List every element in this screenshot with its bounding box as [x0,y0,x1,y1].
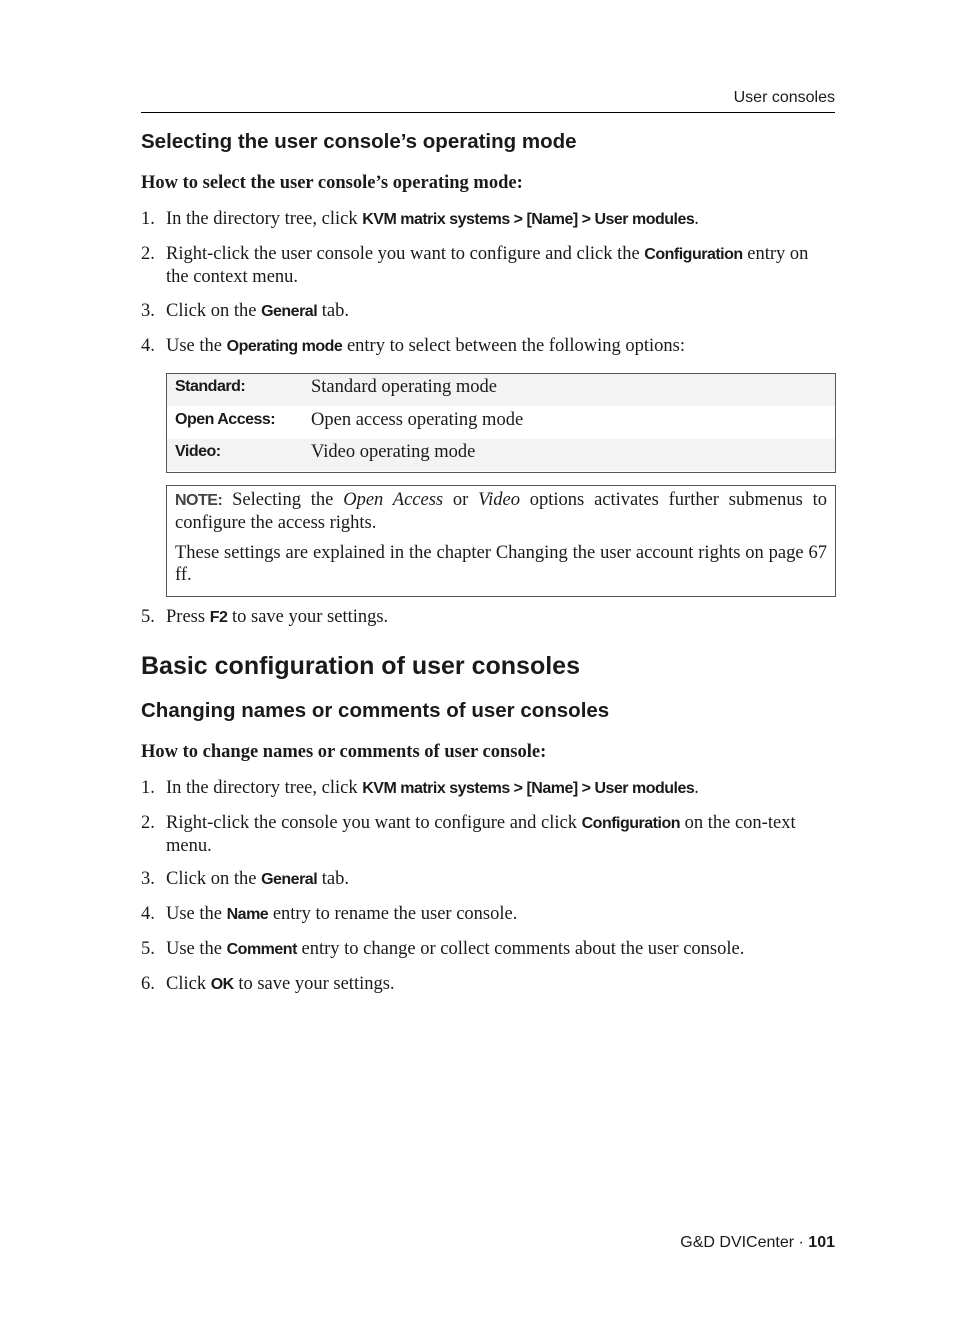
page-number: 101 [808,1234,835,1251]
section-heading-operating-mode: Selecting the user console’s operating mode [141,130,577,153]
option-key: Open Access: [175,411,276,428]
table-row [167,439,835,471]
menu-entry: Configuration [644,246,743,263]
list-item [141,868,835,891]
entry-name: Name [226,906,269,923]
option-value: Open access operating mode [311,410,524,430]
step-number: 5. [141,939,155,959]
footer-product: G&D DVICenter · [680,1234,809,1251]
note-label: NOTE: [175,492,223,509]
step-text: on the con-text menu. [166,813,796,856]
step-text: Right-click the console you want to configure and click [166,813,582,833]
note-paragraph [175,489,827,534]
list-item [141,903,835,926]
list-item [141,973,835,996]
page-footer [680,1234,835,1252]
section-heading-basic-configuration: Basic configuration of user consoles [141,652,580,680]
step-number: 4. [141,904,155,924]
step-text: In the directory tree, click [166,209,363,229]
key-name: F2 [209,609,228,626]
note-paragraph-2: These settings are explained in the chapter Changing the user account rights on page 67 ff. [175,543,827,585]
list-item [141,335,835,358]
step-text: tab. [317,301,350,321]
button-name: OK [210,976,234,993]
menu-path: KVM matrix systems > [Name] > User modules [362,780,695,797]
tab-name: General [261,871,318,888]
step-number: 6. [141,974,155,994]
note-emphasis: Video [478,490,520,510]
running-header-title: User consoles [733,89,835,106]
note-emphasis: Open Access [343,490,444,510]
list-item [141,606,835,629]
option-key: Video: [175,443,221,460]
step-text: entry to select between the following options: [342,336,685,356]
list-item [141,777,835,800]
running-header [141,88,835,113]
step-text: to save your settings. [227,607,389,627]
list-item [141,300,835,323]
table-row [167,407,835,439]
note-text: Selecting the [222,490,344,510]
step-text: . [694,778,699,798]
step-number: 2. [141,813,155,833]
step-text: entry to rename the user console. [268,904,518,924]
step-text: Click [166,974,211,994]
list-item [141,812,835,857]
step-number: 1. [141,778,155,798]
step-number: 4. [141,336,155,356]
step-text: entry on the context menu. [166,244,809,287]
list-item [141,208,835,231]
step-text: Use the [166,939,227,959]
note-text: options activates further submenus to configure the access rights. [175,490,827,533]
table-row [167,374,835,406]
step-text: to save your settings. [233,974,395,994]
note-box [166,485,836,597]
step-text: Click on the [166,301,262,321]
option-value: Video operating mode [311,442,476,462]
menu-path: KVM matrix systems > [Name] > User modules [362,211,695,228]
step-text: entry to change or collect comments about the user console. [296,939,745,959]
step-number: 2. [141,244,155,264]
step-number: 1. [141,209,155,229]
step-text: In the directory tree, click [166,778,363,798]
howto-names-comments: How to change names or comments of user console: [141,742,547,762]
subsection-heading-names-comments: Changing names or comments of user consoles [141,699,610,722]
option-key: Standard: [175,378,246,395]
howto-operating-mode: How to select the user console’s operating mode: [141,173,523,193]
step-text: . [694,209,699,229]
options-table [166,373,836,473]
step-text: Press [166,607,210,627]
step-number: 3. [141,301,155,321]
list-item [141,938,835,961]
menu-entry: Configuration [581,815,680,832]
step-number: 5. [141,607,155,627]
entry-name: Comment [226,941,297,958]
step-text: Click on the [166,869,262,889]
option-value: Standard operating mode [311,377,497,397]
step-text: tab. [317,869,350,889]
entry-name: Operating mode [226,338,343,355]
step-text: Use the [166,904,227,924]
list-item [141,243,835,288]
step-text: Use the [166,336,227,356]
tab-name: General [261,303,318,320]
step-number: 3. [141,869,155,889]
note-text: or [443,490,479,510]
step-text: Right-click the user console you want to configure and click the [166,244,645,264]
